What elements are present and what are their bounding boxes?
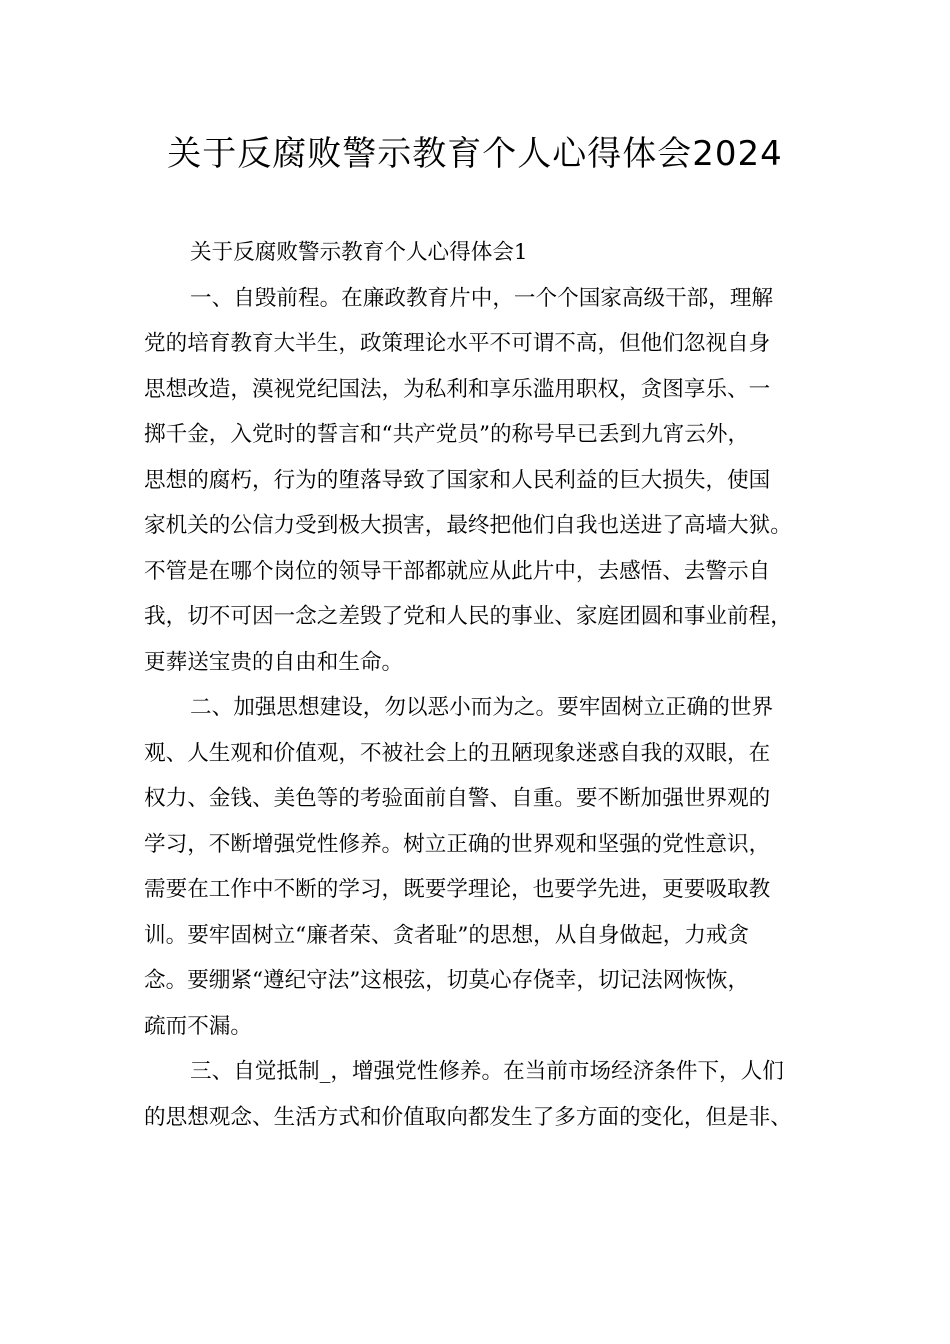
paragraph-line: 权力、金钱、美色等的考验面前自警、自重。要不断加强世界观的: [144, 786, 771, 811]
paragraph-line: 不管是在哪个岗位的领导干部都就应从此片中，去感悟、去警示自: [144, 558, 771, 584]
section-heading: 关于反腐败警示教育个人心得体会1: [190, 240, 528, 265]
paragraph-line: 二、加强思想建设，勿以恶小而为之。要牢固树立正确的世界: [190, 695, 774, 720]
paragraph-line: 疏而不漏。: [144, 1013, 252, 1039]
paragraph-line: 学习，不断增强党性修养。树立正确的世界观和坚强的党性意识，: [144, 831, 771, 857]
paragraph-line: 观、人生观和价值观，不被社会上的丑陋现象迷惑自我的双眼，在: [144, 740, 771, 766]
paragraph-line: 三、自觉抵制_，增强党性修养。在当前市场经济条件下，人们: [190, 1059, 784, 1084]
paragraph-line: 念。要绷紧“遵纪守法”这根弦，切莫心存侥幸，切记法网恢恢，: [144, 968, 750, 993]
paragraph-line: 我，切不可因一念之差毁了党和人民的事业、家庭团圆和事业前程，: [144, 604, 792, 629]
paragraph-line: 一、自毁前程。在廉政教育片中，一个个国家高级干部，理解: [190, 285, 774, 311]
paragraph-line: 思想改造，漠视党纪国法，为私利和享乐滥用职权，贪图享乐、一: [144, 376, 771, 402]
paragraph-line: 掷千金，入党时的誓言和“共产党员”的称号早已丢到九宵云外，: [144, 422, 750, 447]
paragraph-line: 家机关的公信力受到极大损害，最终把他们自我也送进了高墙大狱。: [144, 513, 792, 538]
paragraph-line: 党的培育教育大半生，政策理论水平不可谓不高，但他们忽视自身: [144, 331, 771, 356]
paragraph-line: 需要在工作中不断的学习，既要学理论，也要学先进，更要吸取教: [144, 877, 771, 902]
paragraph-line: 思想的腐朽，行为的堕落导致了国家和人民利益的巨大损失，使国: [144, 467, 771, 493]
document-body: [144, 230, 834, 1140]
paragraph-line: 的思想观念、生活方式和价值取向都发生了多方面的变化，但是非、: [144, 1104, 792, 1130]
document-title: 关于反腐败警示教育个人心得体会2024: [167, 134, 783, 174]
paragraph-line: 更葬送宝贵的自由和生命。: [144, 649, 404, 675]
paragraph-line: 训。要牢固树立“廉者荣、贪者耻”的思想，从自身做起，力戒贪: [144, 922, 750, 948]
